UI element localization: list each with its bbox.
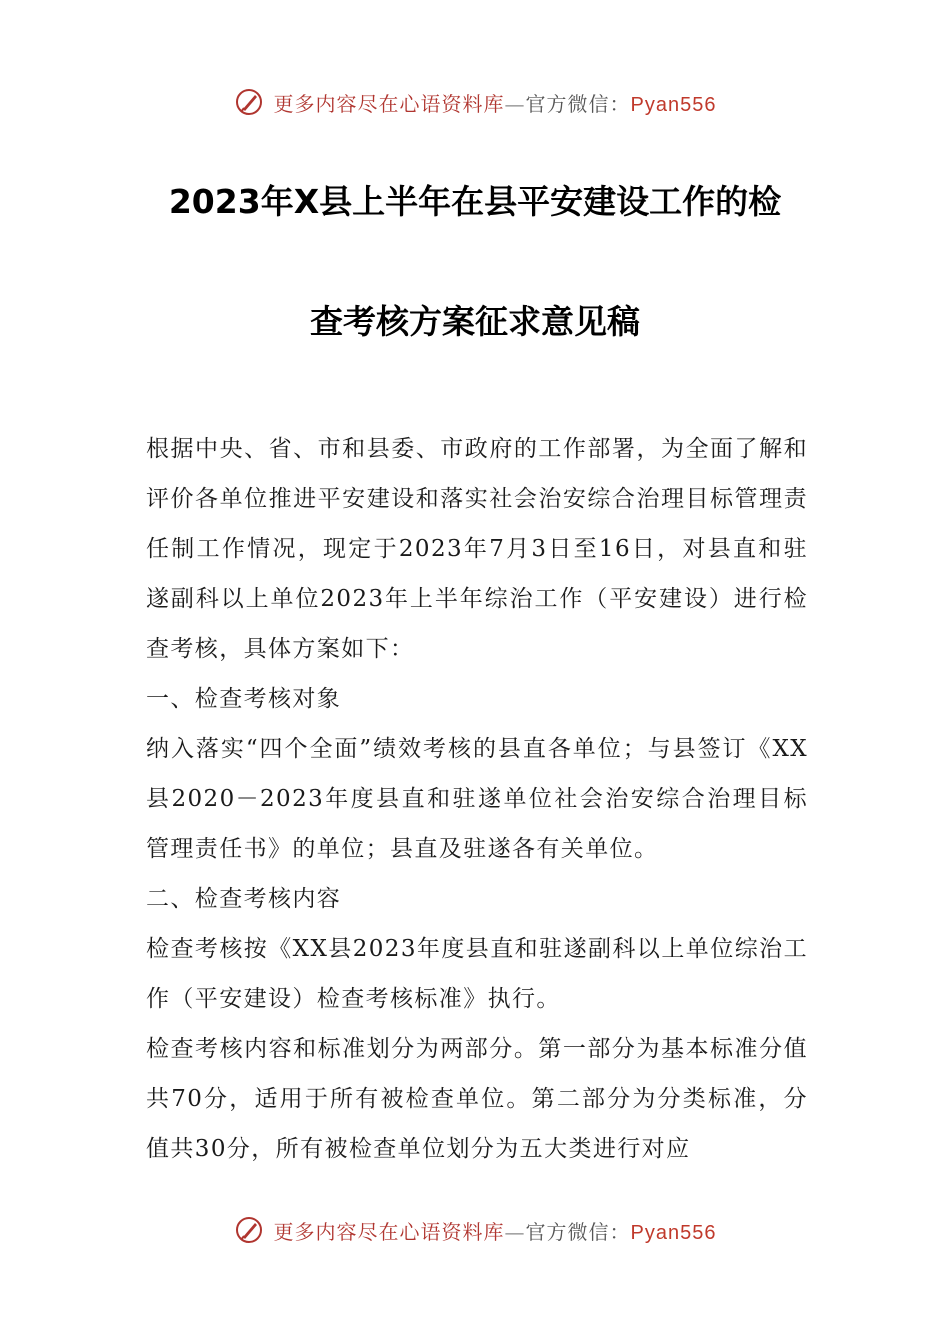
banner-wechat-id: Pyan556 (630, 93, 717, 116)
section-1-body: 纳入落实“四个全面”绩效考核的县直各单位；与县签订《XX县2020－2023年度县直和驻遂单位社会治安综合治理目标管理责任书》的单位；县直及驻遂各有关单位。 (146, 736, 808, 862)
document-body (146, 424, 808, 1174)
footer-banner (0, 1208, 950, 1252)
quill-pen-logo-icon (234, 1215, 264, 1245)
banner-contact-label: 官方微信： (525, 91, 631, 116)
intro-paragraph: 根据中央、省、市和县委、市政府的工作部署，为全面了解和评价各单位推进平安建设和落实社会治安综合治理目标管理责任制工作情况，现定于2023年7月3日至16日，对县直和驻遂副科以上单位2023年上半年综治工作（平安建设）进行检查考核，具体方案如下： (146, 436, 808, 662)
section-1-heading: 一、检查考核对象 (146, 686, 342, 712)
banner-text (274, 88, 717, 117)
section-2-body-1: 检查考核按《XX县2023年度县直和驻遂副科以上单位综治工作（平安建设）检查考核标准》执行。 (146, 936, 808, 1012)
banner-brand: 更多内容尽在心语资料库 (273, 91, 505, 116)
section-2-body-2: 检查考核内容和标准划分为两部分。第一部分为基本标准分值共70分，适用于所有被检查单位。第二部分为分类标准，分值共30分，所有被检查单位划分为五大类进行对应 (146, 1036, 808, 1162)
banner-text (274, 1216, 717, 1245)
header-banner (0, 80, 950, 124)
banner-contact-label: 官方微信： (525, 1219, 631, 1244)
banner-dash: — (504, 91, 526, 116)
banner-dash: — (504, 1219, 526, 1244)
section-2-heading: 二、检查考核内容 (146, 886, 342, 912)
quill-pen-logo-icon (234, 87, 264, 117)
banner-wechat-id: Pyan556 (630, 1221, 717, 1244)
banner-brand: 更多内容尽在心语资料库 (273, 1219, 505, 1244)
document-title-line-1: 2023年X县上半年在县平安建设工作的检 (168, 182, 782, 221)
document-title-line-2: 查考核方案征求意见稿 (310, 302, 640, 341)
